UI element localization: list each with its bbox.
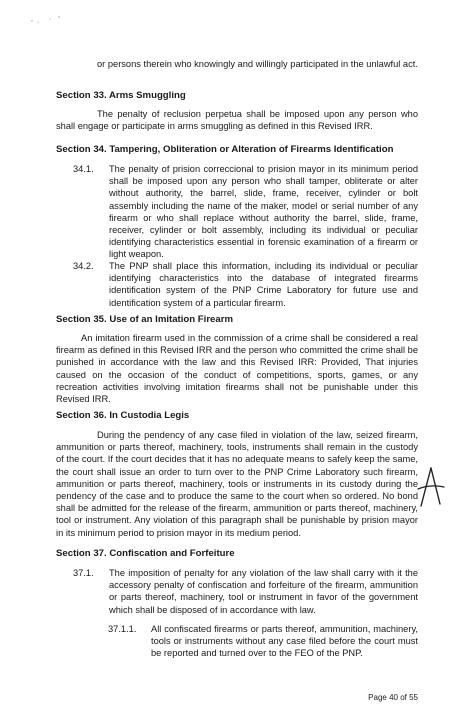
item-37-1-text: The imposition of penalty for any violation of the law shall carry with it the accessory penalty of confiscation and forfeiture of the firearm, ammunition or parts thereof, machinery, tool or instrument in favor of the government which shall be disposed of in accordance with law. xyxy=(109,568,418,615)
item-34-2-text: The PNP shall place this information, including its individual or peculiar identifying characteristics into the database of integrated firearms identification system of the PNP Crime Laboratory for future use and identification system of a particular firearm. xyxy=(109,261,418,308)
item-34-1-text: The penalty of prision correccional to prision mayor in its minimum period shall be imposed upon any person who shall tamper, obliterate or alter without authority, the barrel, slide, frame, receiver, cylinder or bolt assembly including the name of the maker, model or serial number of any firearm or who shall replace without authority the barrel, slide, frame, receiver, cylinder or bolt assembly, including its individual or peculiar identifying characteristics essential in forensic examination of a firearm or light weapon. xyxy=(109,164,418,260)
section-36-body: During the pendency of any case filed in violation of the law, seized firearm, ammunition or parts thereof, machinery, tools, instruments shall remain in the custody of the court. If the court decides that it has no adequate means to safely keep the same, the court shall issue an order to turn over to the PNP Crime Laboratory such firearm, ammunition or parts thereof, machinery, tools or instruments in its custody during the pendency of the case and to produce the same to the court when so ordered. No bond shall be admitted for the release of the firearm, ammunition or parts thereof, machinery, tool or instrument. Any violation of this paragraph shall be punishable by prision mayor in its minimum period to prision mayor in its medium period. xyxy=(56,430,418,538)
section-33-heading: Section 33. Arms Smuggling xyxy=(56,90,186,101)
item-37-1-number: 37.1. xyxy=(73,568,94,578)
section-33-body: The penalty of reclusion perpetua shall be imposed upon any person who shall engage or participate in arms smuggling as defined in this Revised IRR. xyxy=(56,109,418,132)
continuation-text: or persons therein who knowingly and willingly participated in the unlawful act. xyxy=(97,59,418,69)
scan-specks xyxy=(28,12,68,26)
page-number: Page 40 of 55 xyxy=(368,693,418,702)
section-37-heading: Section 37. Confiscation and Forfeiture xyxy=(56,548,235,559)
item-34-2-number: 34.2. xyxy=(73,261,94,271)
item-37-1-1-text: All confiscated firearms or parts thereof, ammunition, machinery, tools or instruments without any case filed before the court must be reported and turned over to the FEO of the PNP. xyxy=(151,624,418,659)
item-37-1-1-number: 37.1.1. xyxy=(108,624,137,634)
handwritten-initial-signature xyxy=(416,466,446,508)
section-36-heading: Section 36. In Custodia Legis xyxy=(56,410,190,421)
section-35-heading: Section 35. Use of an Imitation Firearm xyxy=(56,314,233,325)
section-34-heading: Section 34. Tampering, Obliteration or Alteration of Firearms Identification xyxy=(56,144,394,155)
section-35-body: An imitation firearm used in the commission of a crime shall be considered a real firearm as defined in this Revised IRR and the person who committed the crime shall be punished in accordance with the law and this Revised IRR: Provided, That injuries caused on the occasion of the conduct of competitions, sports, games, or any recreation activities involving imitation firearms shall not be punishable under this Revised IRR. xyxy=(56,333,418,405)
item-34-1-number: 34.1. xyxy=(73,164,94,174)
